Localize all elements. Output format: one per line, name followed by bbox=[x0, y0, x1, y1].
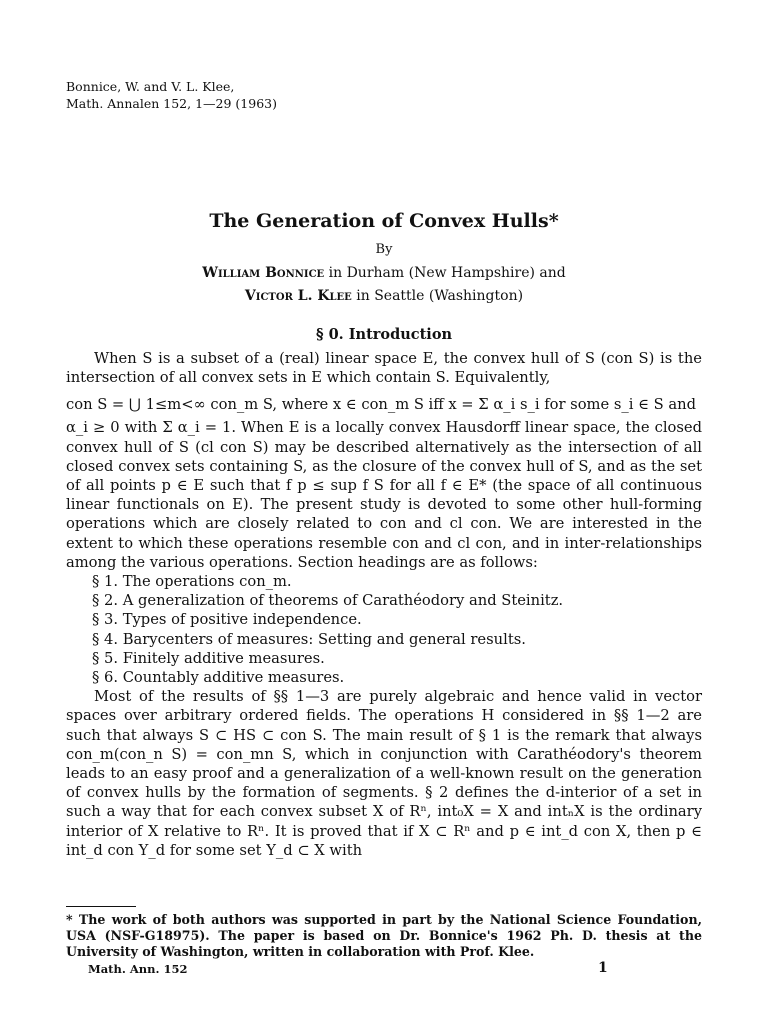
author-1 bbox=[0, 265, 768, 281]
citation bbox=[66, 78, 277, 112]
author-1-place: in Durham (New Hampshire) and bbox=[324, 265, 566, 281]
section-list-item: § 5. Finitely additive measures. bbox=[92, 649, 325, 667]
section-list-item: § 6. Countably additive measures. bbox=[92, 669, 345, 687]
author-2-place: in Seattle (Washington) bbox=[351, 288, 524, 304]
intro-math-line: con S = ⋃ 1≤m<∞ con_m S, where x ∈ con_m S iff x = Σ α_i s_i for some s_i ∈ S and bbox=[66, 396, 696, 414]
author-2 bbox=[0, 288, 768, 304]
footnote-rule bbox=[66, 906, 136, 907]
page-number: 1 bbox=[598, 960, 608, 976]
section-list-item: § 4. Barycenters of measures: Setting and general results. bbox=[92, 630, 526, 648]
intro-paragraph-part1: When S is a subset of a (real) linear space E, the convex hull of S (con S) is the intersection of all convex sets in E which contain S. Equivalently, bbox=[66, 350, 702, 387]
paper-title: The Generation of Convex Hulls* bbox=[209, 210, 559, 232]
intro-paragraph-part2: α_i ≥ 0 with Σ α_i = 1. When E is a locally convex Hausdorff linear space, the closed convex hull of S (cl con S) may be described alternatively as the intersection of all closed convex sets containing S, as the closure of the convex hull of S, and as the set of all points p ∈ E such that f p ≤ sup f S for all f ∈ E* (the space of all continuous linear functionals on E). The present study is devoted to some other hull-forming operations which are closely related to con and cl con. We are interested in the extent to which these operations resemble con and cl con, and in inter-relationships among the various operations. Section headings are as follows: bbox=[66, 419, 702, 571]
footer-journal: Math. Ann. 152 bbox=[88, 962, 188, 976]
author-1-name: William Bonnice bbox=[202, 265, 325, 281]
section-heading: § 0. Introduction bbox=[315, 326, 453, 343]
section-list bbox=[66, 572, 702, 687]
section-list-item: § 3. Types of positive independence. bbox=[92, 611, 362, 629]
section-list-item: § 1. The operations con_m. bbox=[92, 573, 292, 591]
paper-body bbox=[66, 349, 702, 860]
citation-authors: Bonnice, W. and V. L. Klee, bbox=[66, 79, 235, 94]
section-list-item: § 2. A generalization of theorems of Carathéodory and Steinitz. bbox=[92, 592, 564, 610]
by-line: By bbox=[375, 242, 393, 257]
paragraph-2: Most of the results of §§ 1—3 are purely algebraic and hence valid in vector spaces over arbitrary ordered fields. The operations H considered in §§ 1—2 are such that always S ⊂ HS ⊂ con S. The main result of § 1 is the remark that always con_m(con_n S) = con_mn S, which in conjunction with Carathéodory's theorem leads to an easy proof and a generalization of a well-known result on the generation of convex hulls by the formation of segments. § 2 defines the d-interior of a set in such a way that for each convex subset X of Rⁿ, int₀X = X and intₙX is the ordinary interior of X relative to Rⁿ. It is proved that if X ⊂ Rⁿ and p ∈ int_d con X, then p ∈ int_d con Y_d for some set Y_d ⊂ X with bbox=[66, 688, 702, 859]
citation-journal: Math. Annalen 152, 1—29 (1963) bbox=[66, 96, 277, 111]
footnote: * The work of both authors was supported in part by the National Science Foundation, USA (NSF-G18975). The paper is based on Dr. Bonnice's 1962 Ph. D. thesis at the University of Washington, written in collaboration with Prof. Klee. bbox=[66, 912, 702, 959]
author-2-name: Victor L. Klee bbox=[244, 288, 352, 304]
